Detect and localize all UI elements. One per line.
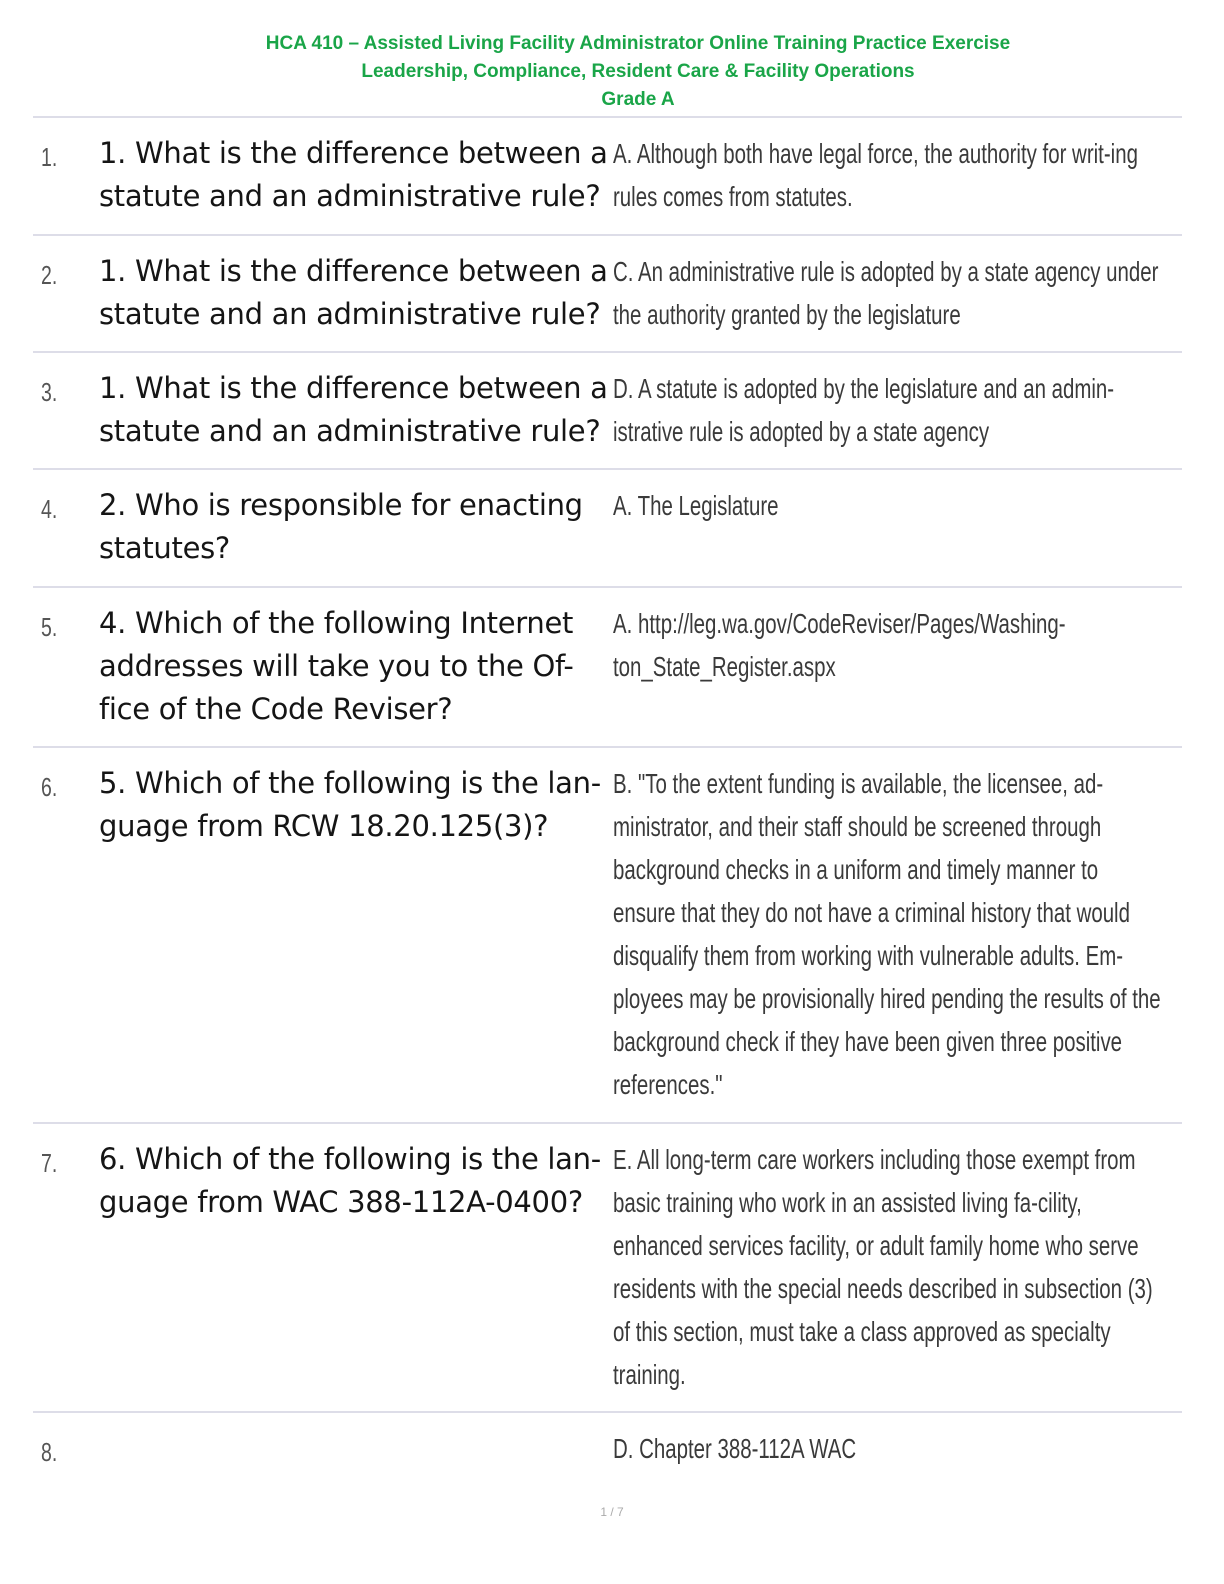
question-text: 2. Who is responsible for enacting statutes? [99, 488, 583, 565]
row-number: 8. [41, 1437, 58, 1467]
row-number: 6. [41, 772, 58, 802]
qa-row [33, 351, 1182, 468]
page-number: 1 / 7 [600, 1505, 624, 1519]
qa-row [33, 234, 1182, 351]
grade-label: Grade A [601, 89, 675, 110]
course-title: HCA 410 – Assisted Living Facility Administrator Online Training Practice Exercise [265, 33, 1011, 54]
row-number: 3. [41, 377, 58, 407]
question-text: 4. Which of the following Internet addresses will take you to the Of-fice of the Code Reviser? [99, 606, 574, 726]
row-number: 5. [41, 612, 58, 642]
answer-text: E. All long-term care workers including those exempt from basic training who work in an assisted living fa-cility, enhanced services facility, or adult family home who serve residents with the special needs described in subsection (3) of this section, must take a class approved as specialty training. [613, 1144, 1153, 1390]
answer-text: D. A statute is adopted by the legislature and an admin-istrative rule is adopted by a state agency [613, 373, 1115, 447]
row-number: 4. [41, 494, 58, 524]
row-number: 7. [41, 1148, 58, 1178]
question-text: 1. What is the difference between a statute and an administrative rule? [99, 136, 608, 213]
answer-text: A. http://leg.wa.gov/CodeReviser/Pages/Washing-ton_State_Register.aspx [613, 608, 1066, 682]
answer-text: B. "To the extent funding is available, the licensee, ad-ministrator, and their staff should be screened through background checks in a uniform and timely manner to ensure that they do not have a criminal history that would disqualify them from working with vulnerable adults. Em-ployees may be provisionally hired pending the results of the background check if they have been given three positive references." [613, 768, 1161, 1100]
question-text: 6. Which of the following is the lan-guage from WAC 388-112A-0400? [99, 1142, 601, 1219]
answer-text: C. An administrative rule is adopted by a state agency under the authority granted by the legislature [613, 256, 1159, 330]
qa-row [33, 746, 1182, 1122]
qa-row [33, 1411, 1182, 1491]
row-number: 2. [41, 260, 58, 290]
qa-list [33, 116, 1182, 1491]
answer-text: A. The Legislature [613, 490, 779, 521]
document-header [0, 30, 1224, 114]
answer-text: A. Although both have legal force, the authority for writ-ing rules comes from statutes. [613, 138, 1138, 212]
question-text: 1. What is the difference between a statute and an administrative rule? [99, 254, 608, 331]
question-text: 5. Which of the following is the lan-guage from RCW 18.20.125(3)? [99, 766, 601, 843]
qa-row [33, 586, 1182, 746]
qa-row [33, 116, 1182, 234]
course-subtitle: Leadership, Compliance, Resident Care & Facility Operations [361, 61, 915, 82]
question-text: 1. What is the difference between a statute and an administrative rule? [99, 371, 608, 448]
qa-row [33, 1122, 1182, 1411]
answer-text: D. Chapter 388-112A WAC [613, 1433, 857, 1464]
qa-row [33, 468, 1182, 586]
row-number: 1. [41, 142, 58, 172]
